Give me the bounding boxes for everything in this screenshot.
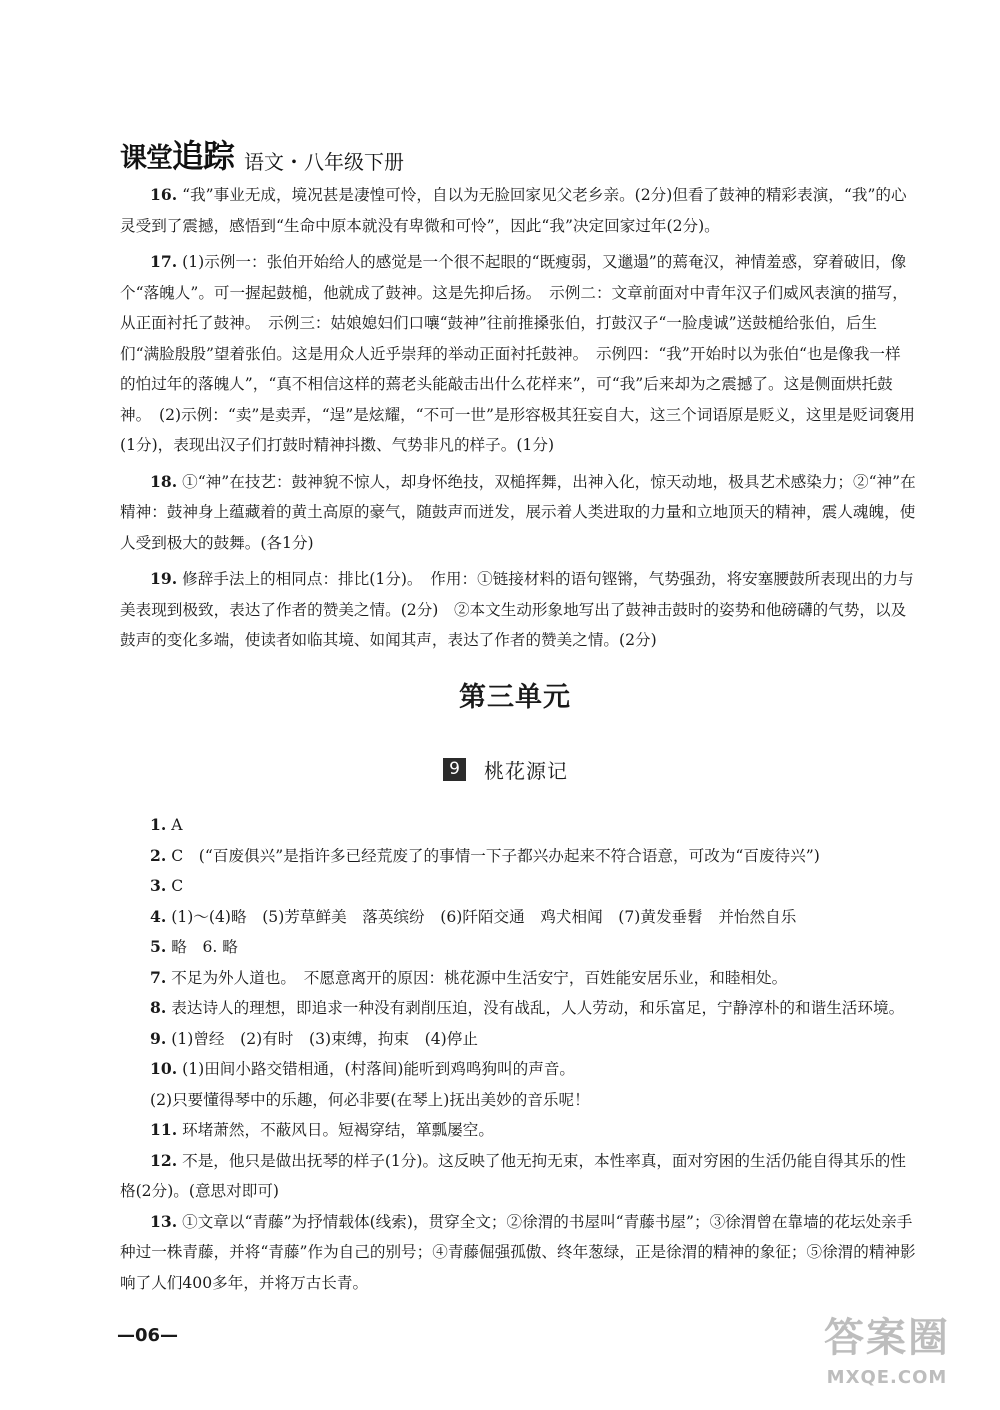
answer-18: 18. ①“神”在技艺：鼓神貌不惊人，却身怀绝技，双槌挥舞，出神入化，惊天动地，极具艺术感染力；②“神”在精神：鼓神身上蕴藏着的黄土高原的豪气，随鼓声而迸发，展示着人类进取的力量和立地顶天的精神，震人魂魄，使人受到极大的鼓舞。(各1分) <box>120 471 916 552</box>
answer-item: 10. (1)田间小路交错相通，(村落间)能听到鸡鸣狗叫的声音。 <box>150 1059 576 1078</box>
lesson-number-badge: 9 <box>443 758 466 781</box>
answer-item: 2. C (“百废俱兴”是指许多已经荒废了的事情一下子都兴办起来不符合语意，可改为“百废待兴”) <box>150 845 820 865</box>
answer-item: 9. (1)曾经 (2)有时 (3)束缚，拘束 (4)停止 <box>150 1028 478 1048</box>
answer-item: 5. 略 6. 略 <box>150 937 238 956</box>
answer-item: 8. 表达诗人的理想，即追求一种没有剥削压迫，没有战乱，人人劳动，和乐富足，宁静淳朴的和谐生活环境。 <box>150 998 905 1017</box>
unit-title: 第三单元 <box>459 682 571 713</box>
lesson-title: 桃花源记 <box>484 759 568 783</box>
answer-item: 4. (1)～(4)略 (5)芳草鲜美 落英缤纷 (6)阡陌交通 鸡犬相闻 (7)黄发垂髫 并怡然自乐 <box>150 906 797 926</box>
book-logo: 课堂追踪 <box>120 137 235 175</box>
answer-item: 7. 不足为外人道也。 不愿意离开的原因：桃花源中生活安宁，百姓能安居乐业，和睦相处。 <box>150 967 788 987</box>
page-number: —06— <box>117 1325 179 1346</box>
answer-item: 12. 不是，他只是做出抚琴的样子(1分)。这反映了他无拘无束，本性率真，面对穷困的生活仍能自得其乐的性格(2分)。(意思对即可) <box>120 1150 906 1200</box>
answer-item: (2)只要懂得琴中的乐趣，何必非要(在琴上)抚出美妙的音乐呢！ <box>150 1090 590 1109</box>
answer-item: 13. ①文章以“青藤”为抒情载体(线索)，贯穿全文；②徐渭的书屋叫“青藤书屋”；③徐渭曾在靠墙的花坛处亲手种过一株青藤，并将“青藤”作为自己的别号；④青藤倔强孤傲、终年葱绿，正是徐渭的精神的象征；⑤徐渭的精神影响了人们400多年，并将万古长青。 <box>120 1211 916 1292</box>
book-subtitle: 语文・八年级下册 <box>244 150 405 174</box>
site-watermark: 答案圈 MXQE.COM <box>824 1315 950 1388</box>
page-header <box>120 128 405 175</box>
answer-16: 16. “我”事业无成，境况甚是凄惶可怜，自以为无脸回家见父老乡亲。(2分)但看了鼓神的精彩表演，“我”的心灵受到了震撼，感悟到“生命中原本就没有卑微和可怜”，因此“我”决定回家过年(2分)。 <box>120 185 907 235</box>
answer-item: 11. 环堵萧然，不蔽风日。短褐穿结，箪瓢屡空。 <box>150 1120 494 1139</box>
answers-section-previous-unit <box>120 180 916 656</box>
answer-17: 17. (1)示例一：张伯开始给人的感觉是一个很不起眼的“既瘦弱，又邋遢”的蔫奄汉，神情羞惑，穿着破旧，像个“落魄人”。可一握起鼓槌，他就成了鼓神。这是先抑后扬。 示例二：文章前面对中青年汉子们威风表演的描写，从正面衬托了鼓神。 示例三：姑娘媳妇们口嚷“鼓神”往前推搡张伯，打鼓汉子“一脸虔诚”送鼓槌给张伯，后生们“满脸殷殷”望着张伯。这是用众人近乎崇拜的举动正面衬托鼓神。 示例四：“我”开始时以为张伯“也是像我一样的怕过年的落魄人”，“真不相信这样的蔫老头能敲击出什么花样来”，可“我”后来却为之震撼了。这是侧面烘托鼓神。 (2)示例：“卖”是卖弄，“逞”是炫耀，“不可一世”是形容极其狂妄自大，这三个词语原是贬义，这里是贬词褒用(1分)，表现出汉子们打鼓时精神抖擞、气势非凡的样子。(1分) <box>120 252 916 454</box>
answers-lesson-9 <box>120 810 916 1298</box>
answer-item: 1. A <box>150 815 183 834</box>
lesson-heading <box>443 755 568 784</box>
answer-19: 19. 修辞手法上的相同点：排比(1分)。 作用：①链接材料的语句铿锵，气势强劲，将安塞腰鼓所表现出的力与美表现到极致，表达了作者的赞美之情。(2分) ②本文生动形象地写出了鼓神击鼓时的姿势和他磅礴的气势，以及鼓声的变化多端，使读者如临其境、如闻其声，表达了作者的赞美之情。(2分) <box>120 569 914 649</box>
answer-item: 3. C <box>150 876 184 895</box>
